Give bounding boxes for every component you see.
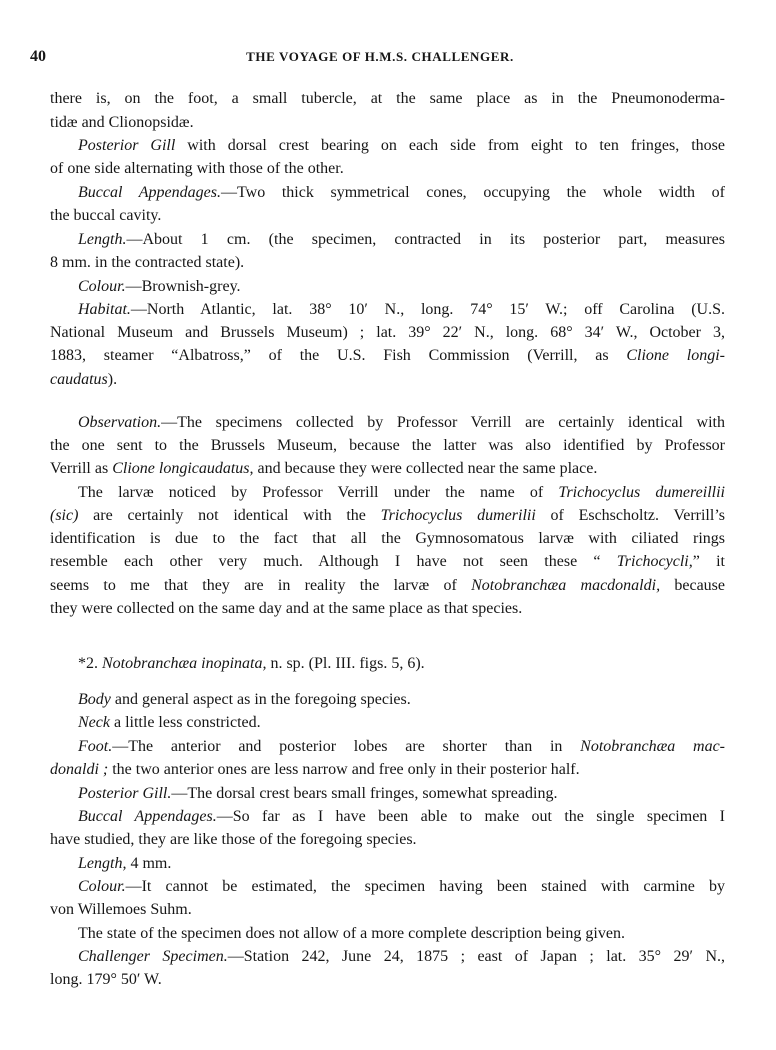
text-run: are certainly not identical with the: [78, 507, 381, 524]
text-run: National Museum and Brussels Museum) ; lat. 39° 22′ N., long. 68° 34′ W., October 3,: [50, 324, 725, 341]
text-line: [78, 736, 725, 758]
text-line: [78, 229, 725, 251]
page-number: 40: [30, 48, 46, 65]
text-run: with dorsal crest bearing on each side from eight to ten fringes, those: [175, 137, 725, 154]
text-run: of Eschscholtz. Verrill’s: [535, 507, 725, 524]
text-line: [50, 369, 725, 391]
text-line: [50, 759, 725, 781]
text-run: a little less constricted.: [109, 714, 261, 731]
text-run: long. 179° 50′ W.: [50, 971, 162, 988]
text-line: [50, 551, 725, 573]
text-run: seems to me that they are in reality the larvæ of: [50, 577, 472, 594]
text-line: [50, 205, 725, 227]
italic-text: Colour.: [78, 878, 126, 895]
text-line: [78, 412, 725, 434]
text-run: there is, on the foot, a small tubercle, at the same place as in the Pneumonoderma-: [50, 90, 725, 107]
text-run: they were collected on the same day and at the same place as that species.: [50, 600, 523, 617]
text-line: [50, 899, 725, 921]
italic-text: Buccal Appendages.: [78, 184, 221, 201]
text-line: [50, 112, 725, 134]
italic-text: Habitat.: [78, 301, 131, 318]
italic-text: Trichocycli,: [616, 553, 693, 570]
text-run: 4 mm.: [126, 855, 172, 872]
text-run: —North Atlantic, lat. 38° 10′ N., long. 74° 15′ W.; off Carolina (U.S.: [130, 301, 725, 318]
italic-text: Colour.: [78, 278, 126, 295]
text-run: —The specimens collected by Professor Verrill are certainly identical with: [161, 414, 725, 431]
italic-text: caudatus: [50, 371, 108, 388]
italic-text: Body: [78, 691, 111, 708]
text-run: because: [660, 577, 726, 594]
text-line: [78, 946, 725, 968]
italic-text: Length.: [78, 231, 127, 248]
text-run: tidæ and Clionopsidæ.: [50, 114, 194, 131]
text-line: [50, 458, 725, 480]
italic-text: donaldi ;: [50, 761, 109, 778]
italic-text: Trichocyclus dumerilii: [380, 507, 536, 524]
text-line: [78, 783, 725, 805]
text-line: [78, 876, 725, 898]
text-line: [78, 853, 725, 875]
text-run: the two anterior ones are less narrow and free only in their posterior half.: [108, 761, 580, 778]
text-line: [78, 135, 725, 157]
text-run: Verrill as: [50, 460, 113, 477]
text-line: [78, 689, 725, 711]
italic-text: Clione longicaudatus,: [112, 460, 254, 477]
text-run: —Two thick symmetrical cones, occupying the whole width of: [221, 184, 725, 201]
running-title: THE VOYAGE OF H.M.S. CHALLENGER.: [246, 49, 514, 64]
text-line: [50, 158, 725, 180]
text-run: have studied, they are like those of the foregoing species.: [50, 831, 417, 848]
text-run: —About 1 cm. (the specimen, contracted in its posterior part, measures: [126, 231, 725, 248]
text-run: of one side alternating with those of the other.: [50, 160, 344, 177]
text-line: [50, 322, 725, 344]
text-run: the buccal cavity.: [50, 207, 162, 224]
text-line: [78, 299, 725, 321]
text-line: [78, 806, 725, 828]
text-run: ).: [107, 371, 118, 388]
text-run: The larvæ noticed by Professor Verrill under the name of: [78, 484, 559, 501]
text-line: [50, 829, 725, 851]
text-run: —Brownish-grey.: [125, 278, 241, 295]
text-run: —Station 242, June 24, 1875 ; east of Japan ; lat. 35° 29′ N.,: [227, 948, 725, 965]
text-run: —The anterior and posterior lobes are shorter than in: [112, 738, 581, 755]
text-run: identification is due to the fact that all the Gymnosomatous larvæ with ciliated rings: [50, 530, 725, 547]
running-header: [30, 48, 730, 70]
text-run: *2.: [78, 655, 102, 672]
text-run: and general aspect as in the foregoing species.: [110, 691, 411, 708]
text-run: The state of the specimen does not allow of a more complete description being given.: [78, 925, 625, 942]
italic-text: Notobranchæa macdonaldi,: [471, 577, 661, 594]
italic-text: Buccal Appendages.: [78, 808, 217, 825]
text-line: [50, 575, 725, 597]
text-run: —The dorsal crest bears small fringes, somewhat spreading.: [171, 785, 558, 802]
italic-text: Clione longi-: [626, 347, 725, 364]
text-line: [50, 598, 725, 620]
italic-text: Trichocyclus dumereillii: [558, 484, 725, 501]
text-run: 8 mm. in the contracted state).: [50, 254, 245, 271]
italic-text: Posterior Gill: [78, 137, 176, 154]
text-run: von Willemoes Suhm.: [50, 901, 192, 918]
text-run: —So far as I have been able to make out the single specimen I: [216, 808, 726, 825]
text-run: resemble each other very much. Although I have not seen these “: [50, 553, 617, 570]
text-run: the one sent to the Brussels Museum, because the latter was also identified by Professor: [50, 437, 725, 454]
italic-text: Posterior Gill.: [78, 785, 172, 802]
italic-text: Notobranchæa mac-: [580, 738, 725, 755]
italic-text: Challenger Specimen.: [78, 948, 228, 965]
text-line: [78, 182, 725, 204]
text-line: [78, 653, 725, 675]
text-run: —It cannot be estimated, the specimen having been stained with carmine by: [125, 878, 725, 895]
text-line: [78, 712, 725, 734]
text-line: [78, 482, 725, 504]
italic-text: Foot.: [78, 738, 113, 755]
text-run: and because they were collected near the same place.: [253, 460, 598, 477]
italic-text: Observation.: [78, 414, 162, 431]
text-run: ” it: [692, 553, 725, 570]
text-line: [50, 252, 725, 274]
text-line: [50, 88, 725, 110]
text-run: n. sp. (Pl. III. figs. 5, 6).: [266, 655, 425, 672]
text-line: [50, 505, 725, 527]
italic-text: Length,: [78, 855, 127, 872]
text-line: [78, 276, 725, 298]
italic-text: (sic): [50, 507, 79, 524]
text-line: [78, 923, 725, 945]
text-run: 1883, steamer “Albatross,” of the U.S. Fish Commission (Verrill, as: [50, 347, 627, 364]
italic-text: Neck: [78, 714, 110, 731]
italic-text: Notobranchæa inopinata,: [102, 655, 267, 672]
text-line: [50, 435, 725, 457]
text-line: [50, 528, 725, 550]
text-line: [50, 969, 725, 991]
text-line: [50, 345, 725, 367]
